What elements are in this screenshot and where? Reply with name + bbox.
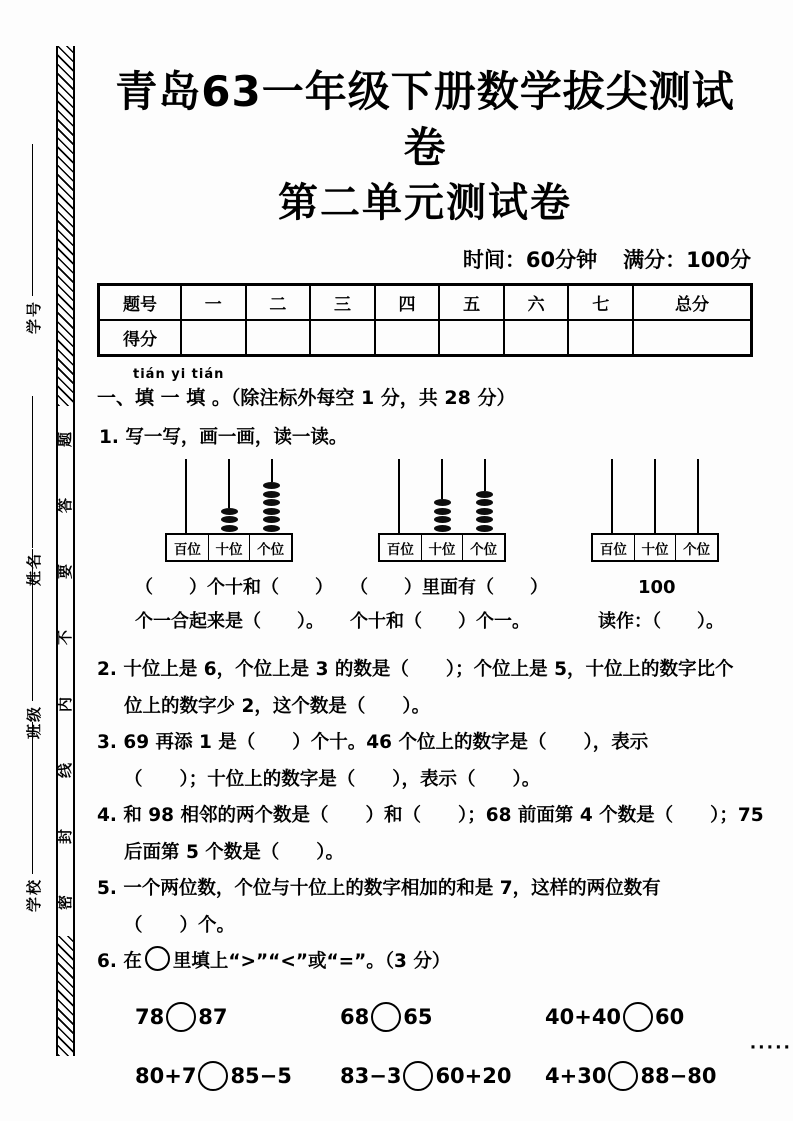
abacus-bead bbox=[221, 516, 238, 523]
abacus-bead bbox=[263, 491, 280, 498]
blank-circle-icon bbox=[403, 1061, 433, 1091]
school-blank-line bbox=[31, 722, 33, 874]
blank-circle-icon bbox=[198, 1061, 228, 1091]
score-cell bbox=[439, 320, 504, 356]
abacus-1 bbox=[165, 459, 293, 562]
score-cell bbox=[504, 320, 569, 356]
abacus-bead bbox=[263, 508, 280, 515]
abacus-1-place-labels bbox=[165, 533, 293, 562]
abacus-diagrams bbox=[97, 459, 753, 562]
caption-line: （ ）个十和（ ） bbox=[135, 577, 333, 598]
comparison-item bbox=[340, 1002, 545, 1032]
caption-line: （ ）里面有（ ） bbox=[350, 577, 548, 598]
col-header-5: 五 bbox=[439, 285, 504, 321]
hundreds-place-label: 百位 bbox=[599, 541, 627, 558]
abacus-2-hundreds-rod bbox=[378, 459, 421, 533]
blank-circle-icon bbox=[623, 1002, 653, 1032]
abacus-3-place-labels bbox=[591, 533, 719, 562]
abacus-bead bbox=[434, 525, 451, 532]
comparison-left: 40+40 bbox=[545, 1004, 622, 1029]
comparison-left: 80+7 bbox=[135, 1063, 197, 1088]
tens-place-label: 十位 bbox=[634, 535, 676, 560]
seal-char: 题 bbox=[56, 431, 75, 447]
class-blank-line bbox=[31, 549, 33, 701]
score-cell bbox=[246, 320, 311, 356]
class-field bbox=[13, 547, 53, 739]
abacus-captions bbox=[97, 571, 753, 639]
abacus-2 bbox=[378, 459, 506, 562]
seal-char: 线 bbox=[56, 762, 75, 778]
school-field bbox=[13, 720, 53, 912]
abacus-3 bbox=[591, 459, 719, 562]
seal-line-strip bbox=[56, 46, 75, 1056]
abacus-bead bbox=[476, 491, 493, 498]
comparison-item bbox=[135, 1061, 340, 1091]
caption-line: 个一合起来是（ ）。 bbox=[135, 611, 324, 632]
abacus-1-caption bbox=[135, 571, 350, 639]
abacus-bead bbox=[263, 499, 280, 506]
abacus-bead bbox=[263, 525, 280, 532]
comparison-row-2 bbox=[97, 1053, 753, 1099]
full-score: 满分：100分 bbox=[623, 248, 751, 272]
abacus-3-tens-rod bbox=[634, 459, 677, 533]
question-3-line1: 3. 69 再添 1 是（ ）个十。46 个位上的数字是（ ），表示 bbox=[97, 732, 649, 753]
ones-place-label: 个位 bbox=[462, 535, 504, 560]
question-2-line1: 2. 十位上是 6，个位上是 3 的数是（ ）；个位上是 5，十位上的数字比个 bbox=[97, 659, 734, 680]
comparison-item bbox=[545, 1061, 716, 1091]
blank-circle-icon bbox=[608, 1061, 638, 1091]
question-5-line1: 5. 一个两位数，个位与十位上的数字相加的和是 7，这样的两位数有 bbox=[97, 878, 661, 899]
score-cell bbox=[181, 320, 246, 356]
question-number-header: 题号 bbox=[99, 285, 182, 321]
question-4-line1: 4. 和 98 相邻的两个数是（ ）和（ ）；68 前面第 4 个数是（ ）；75 bbox=[97, 805, 764, 826]
col-header-4: 四 bbox=[375, 285, 440, 321]
question-3-line2: （ ）；十位上的数字是（ ），表示（ ）。 bbox=[124, 768, 541, 790]
comparison-row-1 bbox=[97, 994, 753, 1040]
seal-char: 不 bbox=[56, 630, 75, 646]
paper-title-line1: 青岛63一年级下册数学拔尖测试卷 bbox=[115, 67, 735, 172]
abacus-bead bbox=[263, 482, 280, 489]
seal-hatching-bottom bbox=[58, 936, 73, 1056]
question-1-text: 1. 写一写，画一画，读一读。 bbox=[99, 427, 348, 448]
abacus-1-tens-rod bbox=[208, 459, 251, 533]
abacus-2-caption bbox=[350, 571, 580, 639]
abacus-bead bbox=[476, 516, 493, 523]
school-label: 学校 bbox=[24, 877, 43, 912]
fill-in-questions bbox=[97, 652, 764, 981]
comparison-right: 88−80 bbox=[640, 1063, 717, 1088]
score-cell bbox=[568, 320, 633, 356]
total-score-header: 总分 bbox=[633, 285, 751, 321]
abacus-bead bbox=[434, 508, 451, 515]
section-one-pinyin: tián yi tián bbox=[133, 367, 225, 382]
comparison-item bbox=[545, 1002, 684, 1032]
comparison-right: 60 bbox=[655, 1004, 685, 1029]
score-cell bbox=[633, 320, 751, 356]
question-6-prefix: 6. 在 bbox=[97, 951, 142, 972]
seal-hatching-top bbox=[58, 46, 73, 406]
name-blank-line bbox=[31, 396, 33, 548]
page-edge-dots: ····· bbox=[749, 1038, 792, 1058]
abacus-1-hundreds-rod bbox=[165, 459, 208, 533]
score-table bbox=[97, 283, 753, 357]
col-header-7: 七 bbox=[568, 285, 633, 321]
score-row-label: 得分 bbox=[99, 320, 182, 356]
paper-body bbox=[97, 56, 764, 1099]
col-header-1: 一 bbox=[181, 285, 246, 321]
caption-line: 100 bbox=[638, 577, 676, 598]
blank-circle-icon bbox=[166, 1002, 196, 1032]
question-6-heading bbox=[97, 944, 753, 981]
comparison-right: 65 bbox=[403, 1004, 433, 1029]
col-header-3: 三 bbox=[310, 285, 375, 321]
abacus-3-ones-rod bbox=[676, 459, 719, 533]
student-number-label: 学号 bbox=[24, 299, 43, 334]
paper-title-line2: 第二单元测试卷 bbox=[278, 180, 572, 226]
comparison-right: 87 bbox=[198, 1004, 228, 1029]
exam-meta bbox=[97, 244, 751, 274]
abacus-2-ones-rod bbox=[463, 459, 506, 533]
tens-place-label: 十位 bbox=[421, 535, 463, 560]
seal-char: 内 bbox=[56, 696, 75, 712]
ones-place-label: 个位 bbox=[249, 535, 291, 560]
student-number-blank-line bbox=[31, 144, 33, 296]
score-table-header-row bbox=[99, 285, 752, 321]
seal-char: 密 bbox=[56, 895, 75, 911]
abacus-2-tens-rod bbox=[421, 459, 464, 533]
abacus-2-place-labels bbox=[378, 533, 506, 562]
student-number-field bbox=[13, 142, 53, 334]
abacus-bead bbox=[263, 516, 280, 523]
hundreds-place-label: 百位 bbox=[173, 541, 201, 558]
seal-text bbox=[58, 406, 73, 936]
abacus-3-caption bbox=[580, 571, 753, 639]
name-label: 姓名 bbox=[24, 551, 43, 586]
col-header-6: 六 bbox=[504, 285, 569, 321]
seal-char: 答 bbox=[56, 497, 75, 513]
comparison-left: 83−3 bbox=[340, 1063, 402, 1088]
abacus-3-hundreds-rod bbox=[591, 459, 634, 533]
abacus-1-ones-rod bbox=[250, 459, 293, 533]
abacus-bead bbox=[434, 516, 451, 523]
comparison-item bbox=[135, 1002, 340, 1032]
class-label: 班级 bbox=[24, 704, 43, 739]
comparison-item bbox=[340, 1061, 545, 1091]
question-2-line2: 位上的数字少 2，这个数是（ ）。 bbox=[124, 695, 431, 717]
ones-place-label: 个位 bbox=[675, 535, 717, 560]
blank-circle-icon bbox=[371, 1002, 401, 1032]
comparison-left: 4+30 bbox=[545, 1063, 607, 1088]
question-5-line2: （ ）个。 bbox=[124, 914, 236, 936]
score-table-score-row bbox=[99, 320, 752, 356]
caption-line: 读作：（ ）。 bbox=[598, 611, 724, 632]
hundreds-place-label: 百位 bbox=[386, 541, 414, 558]
abacus-bead bbox=[221, 508, 238, 515]
score-cell bbox=[310, 320, 375, 356]
seal-char: 要 bbox=[56, 564, 75, 580]
comparison-right: 85−5 bbox=[230, 1063, 292, 1088]
caption-line: 个十和（ ）个一。 bbox=[350, 611, 530, 632]
abacus-bead bbox=[476, 525, 493, 532]
section-one-heading: 一、填 一 填 。（除注标外每空 1 分，共 28 分） bbox=[97, 387, 516, 409]
col-header-2: 二 bbox=[246, 285, 311, 321]
tens-place-label: 十位 bbox=[208, 535, 250, 560]
abacus-bead bbox=[221, 525, 238, 532]
abacus-bead bbox=[476, 508, 493, 515]
question-4-line2: 后面第 5 个数是（ ）。 bbox=[124, 841, 345, 863]
comparison-left: 68 bbox=[340, 1004, 370, 1029]
seal-char: 封 bbox=[56, 829, 75, 845]
time-limit: 时间：60分钟 bbox=[462, 248, 598, 272]
comparison-right: 60+20 bbox=[435, 1063, 512, 1088]
question-6-suffix: 里填上“>”“<”或“=”。（3 分） bbox=[172, 951, 451, 972]
score-cell bbox=[375, 320, 440, 356]
comparison-left: 78 bbox=[135, 1004, 165, 1029]
abacus-bead bbox=[434, 499, 451, 506]
blank-circle-icon bbox=[145, 946, 170, 971]
abacus-bead bbox=[476, 499, 493, 506]
